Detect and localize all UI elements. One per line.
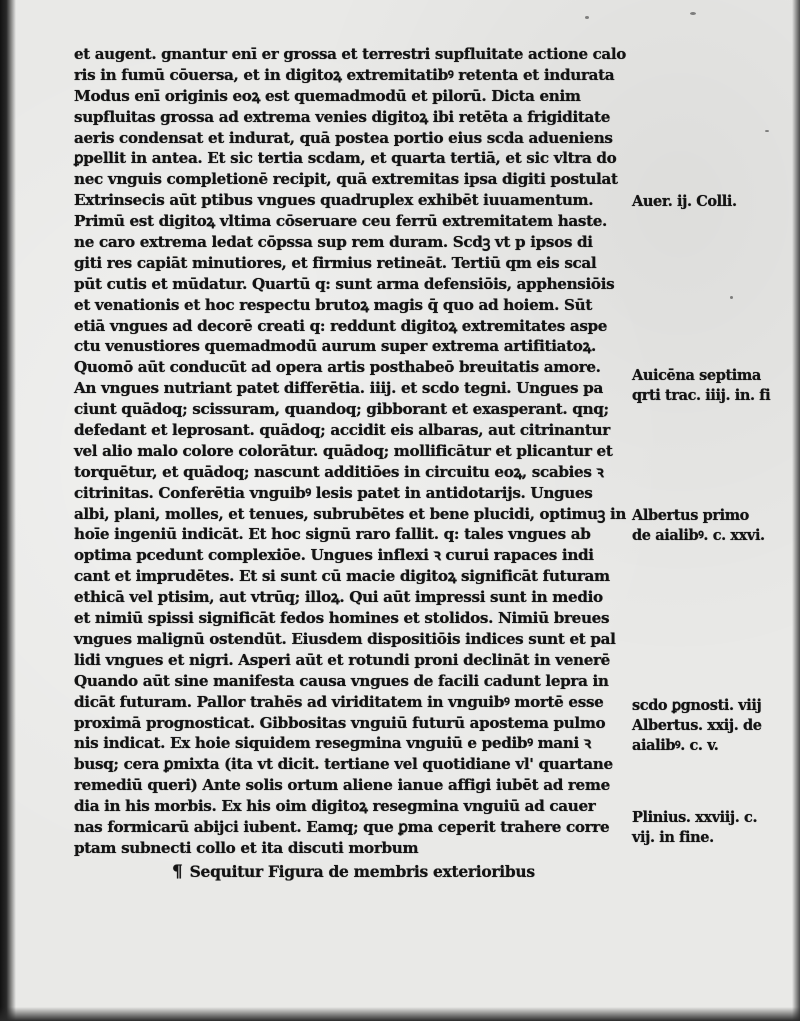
paper-speck [765, 130, 769, 132]
text-line: ethicā vel ptisim, aut vtrūq; illoꝝ. Qui aūt impressi sunt in medio [74, 588, 603, 607]
margin-note-line: scdo ꝑgnosti. viij [632, 697, 762, 714]
margin-note [632, 366, 782, 406]
text-line: lidi vngues et nigri. Asperi aūt et rotundi proni declināt in venerē [74, 650, 610, 669]
text-line: ptam subnecti collo et ita discuti morbum [74, 838, 419, 857]
text-line: Modus enī originis eoꝝ est quemadmodū et pilorū. Dicta enim [74, 86, 581, 105]
text-line: defedant et leprosant. quādoq; accidit eis albaras, aut citrinantur [74, 421, 610, 440]
text-line: nec vnguis completionē recipit, quā extremitas ipsa digiti postulat [74, 170, 618, 189]
text-line: vngues malignū ostendūt. Eiusdem dispositiōis indices sunt et pal [74, 629, 616, 648]
text-line: dia in his morbis. Ex his oim digitoꝝ resegmina vnguiū ad cauer [74, 797, 596, 816]
paper-speck [730, 296, 733, 299]
text-line: busq; cera ꝑmixta (ita vt dicit. tertiane vel quotidiane vl' quartane [74, 755, 613, 774]
margin-note-line: Auer. ij. Colli. [632, 193, 737, 210]
text-line: ris in fumū cōuersa, et in digitoꝝ extremitatibꝰ retenta et indurata [74, 65, 615, 84]
margin-note [632, 696, 782, 756]
text-line: ꝑpellit in antea. Et sic tertia scdam, et quarta tertiā, et sic vltra do [74, 149, 617, 168]
paper-speck [690, 12, 696, 15]
page-right-shadow [792, 0, 800, 1021]
text-line: proximā prognosticat. Gibbositas vnguiū futurū apostema pulmo [74, 713, 606, 732]
text-line: et venationis et hoc respectu brutoꝝ magis q̄ quo ad hoiem. Sūt [74, 295, 592, 314]
text-line: etiā vngues ad decorē creati q: reddunt digitoꝝ extremitates aspe [74, 316, 608, 335]
margin-note [632, 192, 782, 212]
text-line: pūt cutis et mūdatur. Quartū q: sunt arma defensiōis, apphensiōis [74, 274, 615, 293]
text-line: aeris condensat et indurat, quā postea portio eius scda adueniens [74, 128, 613, 147]
text-line: ne caro extrema ledat cōpssa sup rem duram. Scdꝫ vt p ipsos di [74, 233, 593, 252]
text-line: albi, plani, molles, et tenues, subrubētes et bene plucidi, optimuꝫ in [74, 504, 626, 523]
closing-heading-text: Sequitur Figura de membris exterioribus [189, 862, 535, 881]
text-line: et augent. gnantur enī er grossa et terrestri supfluitate actione calo [74, 45, 626, 63]
text-line: et nimiū spissi significāt fedos homines et stolidos. Nimiū breues [74, 609, 610, 628]
text-line: ciunt quādoq; scissuram, quandoq; gibborant et exasperant. qnq; [74, 400, 609, 419]
text-line: An vngues nutriant patet differētia. iiij. et scdo tegni. Ungues pa [74, 379, 603, 398]
margin-note-line: qrti trac. iiij. in. fi [632, 387, 771, 404]
text-line: optima pcedunt complexiōe. Ungues inflexi ꝛ curui rapaces indi [74, 546, 594, 565]
text-line: ctu venustiores quemadmodū aurum super extrema artifitiatoꝝ. [74, 337, 596, 356]
text-line: Extrinsecis aūt ptibus vngues quadruplex exhibēt iuuamentum. [74, 191, 594, 210]
margin-note-line: aialibꝰ. c. v. [632, 737, 719, 754]
margin-note-line: Plinius. xxviij. c. [632, 809, 758, 826]
margin-note-line: Albertus primo [632, 507, 749, 524]
text-line: supfluitas grossa ad extrema venies digitoꝝ ibi retēta a frigiditate [74, 107, 611, 126]
margin-note [632, 808, 782, 848]
text-line: nas formicarū abijci iubent. Eamq; que ꝑma ceperit trahere corre [74, 817, 610, 836]
paper-speck [585, 16, 589, 19]
text-line: citrinitas. Conferētia vnguibꝰ lesis patet in antidotarijs. Ungues [74, 483, 593, 502]
main-text-column [74, 44, 626, 859]
text-line: Primū est digitoꝝ vltima cōseruare ceu ferrū extremitatem haste. [74, 212, 607, 231]
page-bottom-shadow [0, 1007, 800, 1021]
text-line: nis indicat. Ex hoie siquidem resegmina vnguiū e pedibꝰ mani ꝛ [74, 734, 591, 753]
text-line: hoīe ingeniū indicāt. Et hoc signū raro fallit. q: tales vngues ab [74, 525, 591, 544]
text-line: Quomō aūt conducūt ad opera artis posthabeō breuitatis amore. [74, 358, 601, 377]
text-line: giti res capiāt minutiores, et firmius retineāt. Tertiū qm eis scal [74, 253, 597, 272]
text-line: dicāt futuram. Pallor trahēs ad viriditatem in vnguibꝰ mortē esse [74, 692, 604, 711]
margin-note-line: de aialibꝰ. c. xxvi. [632, 527, 765, 544]
margin-note-line: vij. in fine. [632, 829, 714, 846]
text-line: Quando aūt sine manifesta causa vngues de facili cadunt lepra in [74, 671, 609, 690]
closing-heading [172, 862, 535, 882]
text-line: cant et imprudētes. Et si sunt cū macie digitoꝝ significāt futuram [74, 567, 610, 586]
page-left-shadow [0, 0, 16, 1021]
margin-note-line: Auicēna septima [632, 367, 761, 384]
margin-note-line: Albertus. xxij. de [632, 717, 762, 734]
text-line: remediū queri) Ante solis ortum aliene ianue affigi iubēt ad reme [74, 776, 610, 795]
text-line: vel alio malo colore colorātur. quādoq; mollificātur et plicantur et [74, 441, 613, 460]
pilcrow-mark: ¶ [172, 862, 183, 882]
margin-note [632, 506, 782, 546]
text-line: torquētur, et quādoq; nascunt additiōes in circuitu eoꝝ, scabies ꝛ [74, 462, 604, 481]
